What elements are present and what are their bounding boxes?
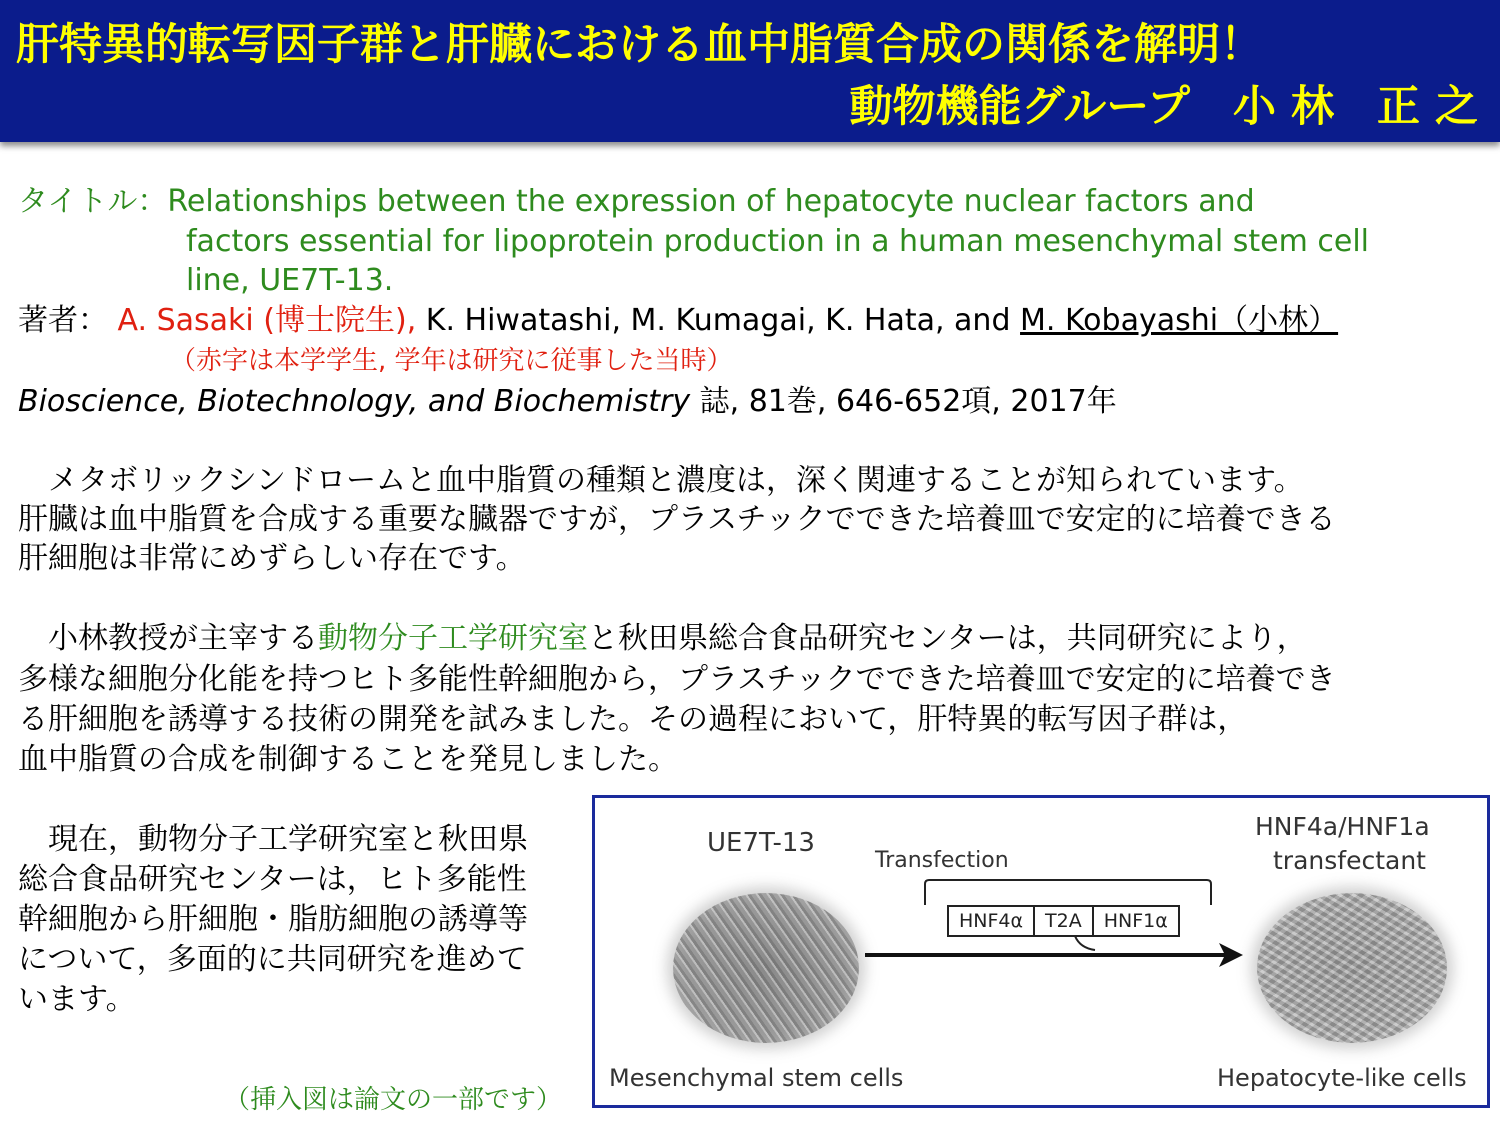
author-note: （赤字は本学学生, 学年は研究に従事した当時） (170, 346, 733, 376)
authors-label: 著者： (18, 303, 108, 338)
hepatocyte-caption: Hepatocyte-like cells (1217, 1064, 1467, 1092)
header-banner (0, 0, 1500, 142)
transfection-arrow (595, 798, 1487, 1105)
paragraph-1-line-2: 肝臓は血中脂質を合成する重要な臓器ですが，プラスチックでできた培養皿で安定的に培養できる (18, 502, 1336, 537)
construct-hnf4a: HNF4α (959, 910, 1024, 932)
paragraph-3-line-3: 幹細胞から肝細胞・脂肪細胞の誘導等 (18, 902, 528, 937)
title-label: タイトル： (18, 184, 168, 219)
p2-post: と秋田県総合食品研究センターは，共同研究により， (588, 621, 1307, 656)
authors-line (18, 301, 1338, 341)
lab-name: 動物分子工学研究室 (318, 621, 588, 656)
mesenchymal-caption: Mesenchymal stem cells (609, 1064, 904, 1092)
construct-hnf1a: HNF1α (1092, 907, 1178, 935)
paragraph-2-line-3: る肝細胞を誘導する技術の開発を試みました。その過程において，肝特異的転写因子群は， (18, 702, 1248, 737)
paragraph-1-line-3: 肝細胞は非常にめずらしい存在です。 (18, 541, 526, 576)
pi-author: M. Kobayashi（小林） (1020, 303, 1339, 338)
p2-pre: 小林教授が主宰する (18, 621, 318, 656)
page-title: 肝特異的転写因子群と肝臓における血中脂質合成の関係を解明！ (16, 20, 1263, 70)
paragraph-2-line-1 (18, 619, 1307, 659)
figure-diagram (592, 795, 1490, 1108)
paragraph-3-line-2: 総合食品研究センターは，ヒト多能性 (18, 862, 527, 897)
transfectant-label-1: HNF4a/HNF1a (1255, 812, 1430, 841)
paper-title-line-2: factors essential for lipoprotein production in a human mesenchymal stem cell (186, 224, 1369, 259)
citation-line (18, 382, 1117, 422)
paragraph-3-line-4: について，多面的に共同研究を進めて (18, 942, 527, 977)
gene-construct (947, 905, 1180, 937)
co-authors: K. Hiwatashi, M. Kumagai, K. Hata, and (425, 303, 1011, 338)
paragraph-2-line-4: 血中脂質の合成を制御することを発見しました。 (18, 742, 678, 777)
title-text-1: Relationships between the expression of hepatocyte nuclear factors and (167, 184, 1255, 219)
group-author-line: 動物機能グループ 小 林 正 之 (849, 82, 1478, 132)
journal-name: Bioscience, Biotechnology, and Biochemistry (18, 384, 691, 419)
transfection-label: Transfection (875, 848, 1009, 873)
paragraph-2-line-2: 多様な細胞分化能を持つヒト多能性幹細胞から，プラスチックでできた培養皿で安定的に培養でき (18, 662, 1336, 697)
paragraph-1-line-1: メタボリックシンドロームと血中脂質の種類と濃度は，深く関連することが知られています。 (18, 463, 1304, 498)
paper-title-line-1 (18, 182, 1255, 222)
paragraph-3-line-1: 現在，動物分子工学研究室と秋田県 (18, 822, 528, 857)
student-author: A. Sasaki (博士院生), (117, 303, 417, 338)
transfectant-label-2: transfectant (1273, 846, 1426, 875)
construct-t2a: T2A (1033, 907, 1092, 935)
citation-details: 誌, 81巻, 646-652項, 2017年 (699, 384, 1117, 419)
figure-caption: （挿入図は論文の一部です） (224, 1085, 563, 1115)
paragraph-3-line-5: います。 (18, 982, 136, 1017)
ue7t-13-label: UE7T-13 (707, 828, 815, 858)
paper-title-line-3: line, UE7T-13. (186, 263, 394, 298)
